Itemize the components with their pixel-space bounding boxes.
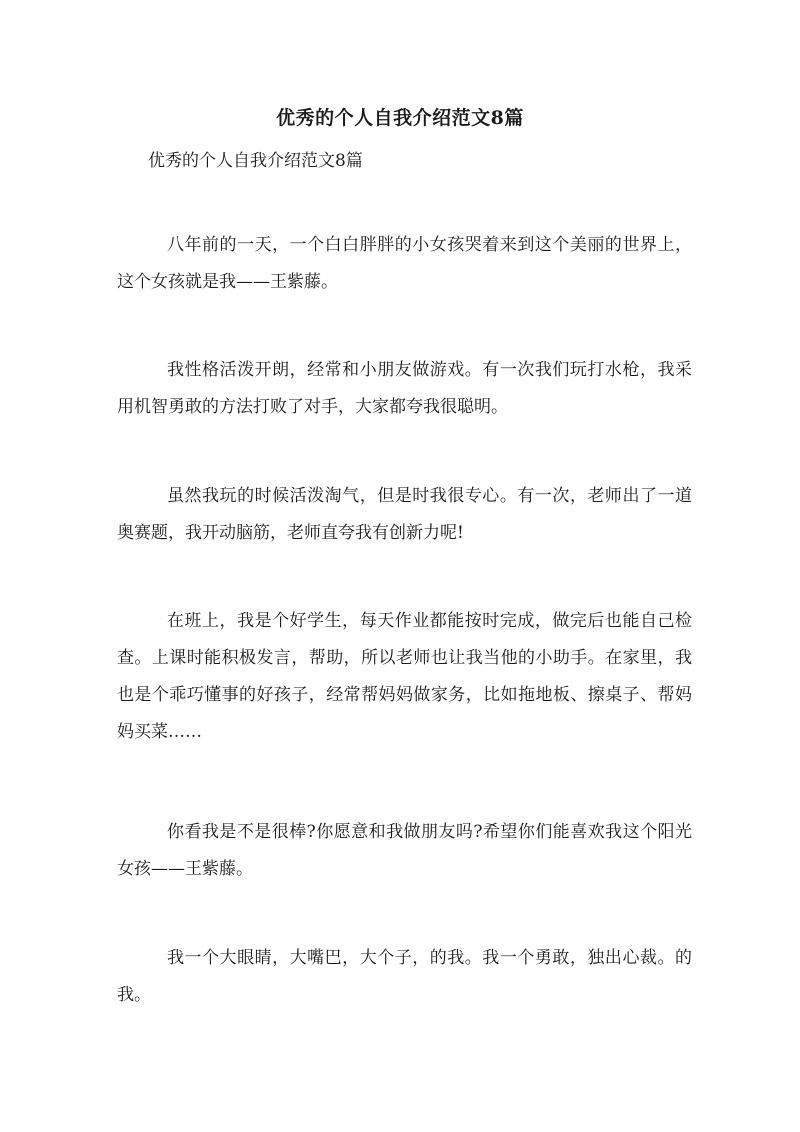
paragraph-6: 我一个大眼睛，大嘴巴，大个子，的我。我一个勇敢，独出心裁。的我。 <box>117 948 692 1005</box>
paragraph-2: 我性格活泼开朗，经常和小朋友做游戏。有一次我们玩打水枪，我采用机智勇敢的方法打败了对手，大家都夸我很聪明。 <box>117 360 692 417</box>
page-subtitle: 优秀的个人自我介绍范文8篇 <box>148 151 363 171</box>
page-title: 优秀的个人自我介绍范文8篇 <box>276 107 524 129</box>
paragraph-4: 在班上，我是个好学生，每天作业都能按时完成，做完后也能自己检查。上课时能积极发言，帮助，所以老师也让我当他的小助手。在家里，我也是个乖巧懂事的好孩子，经常帮妈妈做家务，比如拖地板、擦桌子、帮妈妈买菜…… <box>117 611 692 742</box>
paragraph-3: 虽然我玩的时候活泼淘气，但是时我很专心。有一次，老师出了一道奥赛题，我开动脑筋，老师直夸我有创新力呢! <box>117 486 692 543</box>
paragraph-5: 你看我是不是很棒?你愿意和我做朋友吗?希望你们能喜欢我这个阳光女孩——王紫藤。 <box>117 822 692 879</box>
paragraph-1: 八年前的一天，一个白白胖胖的小女孩哭着来到这个美丽的世界上，这个女孩就是我——王紫藤。 <box>117 235 692 292</box>
